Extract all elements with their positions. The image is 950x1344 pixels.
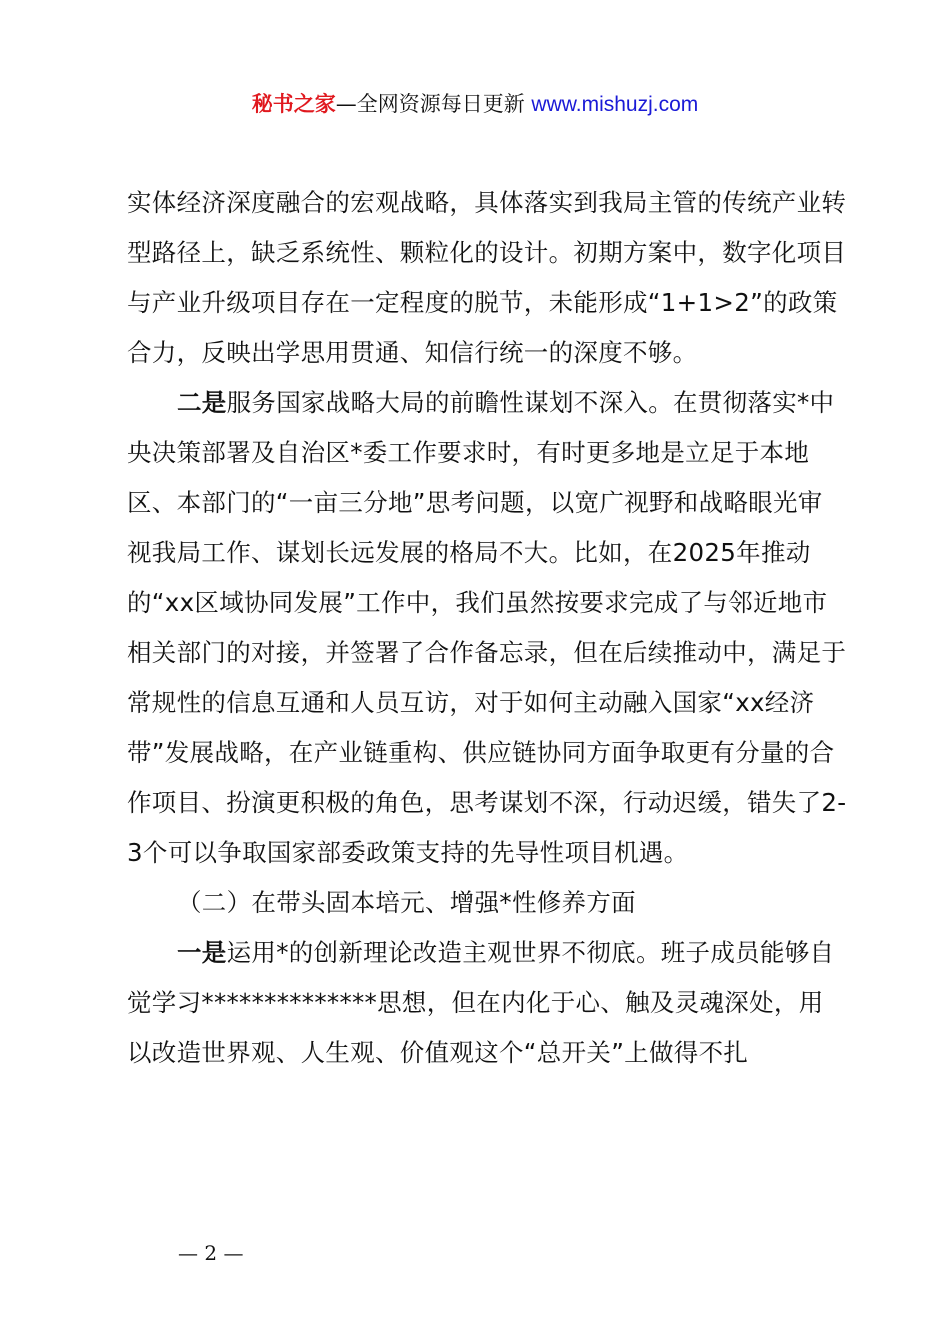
document-body (127, 178, 847, 1078)
paragraph-text: 服务国家战略大局的前瞻性谋划不深入。在贯彻落实*中央决策部署及自治区*委工作要求时，有时更多地是立足于本地区、本部门的“一亩三分地”思考问题，以宽广视野和战略眼光审视我局工作、谋划长远发展的格局不大。比如，在2025年推动的“xx区域协同发展”工作中，我们虽然按要求完成了与邻近地市相关部门的对接，并签署了合作备忘录，但在后续推动中，满足于常规性的信息互通和人员互访，对于如何主动融入国家“xx经济带”发展战略，在产业链重构、供应链协同方面争取更有分量的合作项目、扮演更积极的角色，思考谋划不深，行动迟缓，错失了2-3个可以争取国家部委政策支持的先导性项目机遇。 (127, 388, 847, 867)
paragraph-text: 实体经济深度融合的宏观战略，具体落实到我局主管的传统产业转型路径上，缺乏系统性、颗粒化的设计。初期方案中，数字化项目与产业升级项目存在一定程度的脱节，未能形成“1+1>2”的政策合力，反映出学思用贯通、知信行统一的深度不够。 (127, 188, 847, 367)
paragraph-text: 运用*的创新理论改造主观世界不彻底。班子成员能够自觉学习**************思想，但在内化于心、触及灵魂深处，用以改造世界观、人生观、价值观这个“总开关”上做得不扎 (127, 938, 835, 1067)
paragraph-point-two (127, 378, 847, 878)
paragraph-point-one (127, 928, 847, 1078)
brand-name: 秘书之家 (251, 92, 336, 116)
section-heading (127, 878, 847, 928)
site-url-link[interactable]: www.mishuzj.com (531, 93, 699, 116)
header-tagline: —全网资源每日更新 (335, 92, 532, 116)
page-number: — 2 — (178, 1241, 244, 1265)
paragraph-lead: 一是 (177, 938, 227, 967)
paragraph-continuation (127, 178, 847, 378)
paragraph-lead: 二是 (177, 388, 227, 417)
section-heading-text: （二）在带头固本培元、增强*性修养方面 (177, 888, 636, 917)
site-header (0, 88, 950, 121)
